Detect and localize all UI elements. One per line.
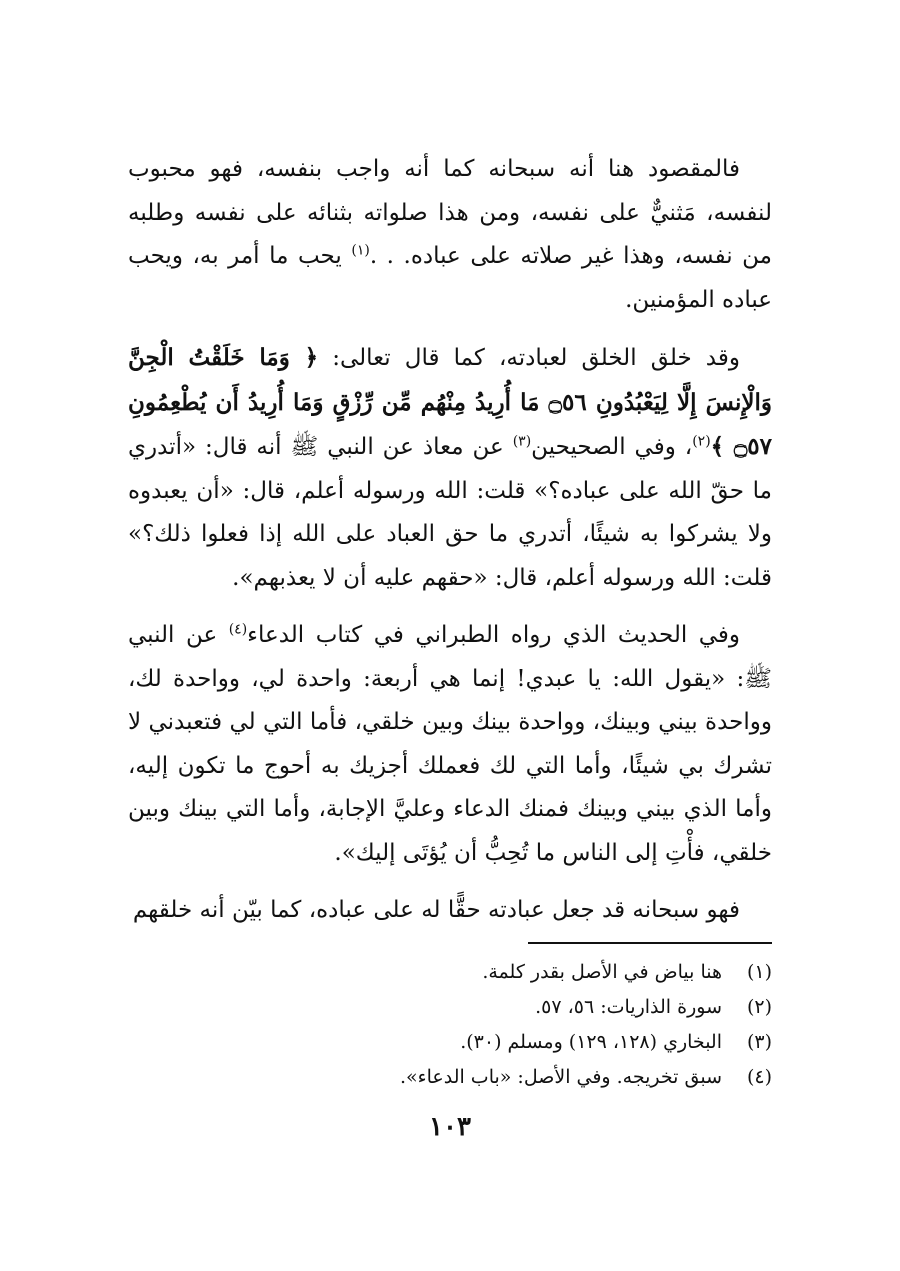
footnote-text: سبق تخريجه. وفي الأصل: «باب الدعاء».	[400, 1066, 722, 1088]
footnote-text: البخاري (١٢٨، ١٢٩) ومسلم (٣٠).	[460, 1031, 722, 1053]
quran-verse: ﴿ وَمَا خَلَقْتُ الْجِنَّ وَالْإِنسَ إِلَّا لِيَعْبُدُونِ ۝٥٦ مَا أُرِيدُ مِنْهُم مِّن رِّزْقٍ وَمَا أُرِيدُ أَن يُطْعِمُونِ ۝٥٧ ﴾	[128, 344, 772, 460]
page-number: ١٠٣	[429, 1112, 471, 1142]
paragraph-3-hadith: عن النبي ﷺ: «يقول الله: يا عبدي! إنما هي أربعة: واحدة لي، وواحدة لك، وواحدة بيني وبينك، وواحدة بينك وبين خلقي، فأما التي لي فتعبدني لا تشرك بي شيئًا، وأما التي لك فعملك أجزيك به أحوج ما تكون إليه، وأما الذي بيني وبينك فمنك الدعاء وعليَّ الإجابة، وأما التي بينك وبين خلقي، فأْتِ إلى الناس ما تُحِبُّ أن يُؤتَى إليك».	[128, 622, 772, 866]
paragraph-1-text: فالمقصود هنا أنه سبحانه كما أنه واجب بنفسه، فهو محبوب لنفسه، مَثنيٌّ على نفسه، ومن هذا صلواته بثنائه على نفسه وطلبه من نفسه، وهذا غير صلاته على عباده. . .	[128, 156, 772, 269]
paragraph-1	[128, 148, 772, 322]
footnote-text: هنا بياض في الأصل بقدر كلمة.	[482, 961, 722, 983]
paragraph-4	[128, 889, 772, 933]
footnote-number: (١)	[746, 961, 772, 983]
footnote-ref-2: (٢)	[692, 433, 711, 450]
paragraph-2-hadith: عن معاذ عن النبي ﷺ أنه قال: «أتدري ما حقّ الله على عباده؟» قلت: الله ورسوله أعلم، قال: «أن يعبدوه ولا يشركوا به شيئًا، أتدري ما حق العباد على الله إذا فعلوا ذلك؟» قلت: الله ورسوله أعلم، قال: «حقهم عليه أن لا يعذبهم».	[128, 434, 772, 591]
paragraph-2-middle: ، وفي الصحيحين	[531, 434, 693, 460]
footnote-number: (٤)	[746, 1066, 772, 1088]
main-text	[128, 148, 772, 947]
footnote-ref-4: (٤)	[228, 621, 248, 638]
footnote-ref-3: (٣)	[512, 433, 532, 450]
paragraph-2-intro: وقد خلق الخلق لعبادته، كما قال تعالى:	[318, 345, 740, 371]
paragraph-3-intro: وفي الحديث الذي رواه الطبراني في كتاب الدعاء	[247, 622, 740, 648]
paragraph-3	[128, 614, 772, 875]
footnote-number: (٢)	[746, 996, 772, 1018]
paragraph-4-text: فهو سبحانه قد جعل عبادته حقًّا له على عباده، كما بيّن أنه خلقهم	[132, 897, 740, 923]
footnotes	[128, 955, 772, 1095]
footnote-item	[128, 990, 772, 1025]
footnote-item	[128, 955, 772, 990]
footnote-divider	[528, 942, 772, 944]
footnote-ref-1: (١)	[351, 242, 370, 259]
footnote-item	[128, 1025, 772, 1060]
paragraph-2	[128, 336, 772, 600]
footnote-item	[128, 1060, 772, 1095]
footnote-number: (٣)	[746, 1031, 772, 1053]
paragraph-1-tail: يحب ما أمر به، ويحب عباده المؤمنين.	[128, 243, 772, 313]
footnote-text: سورة الذاريات: ٥٦، ٥٧.	[535, 996, 722, 1018]
